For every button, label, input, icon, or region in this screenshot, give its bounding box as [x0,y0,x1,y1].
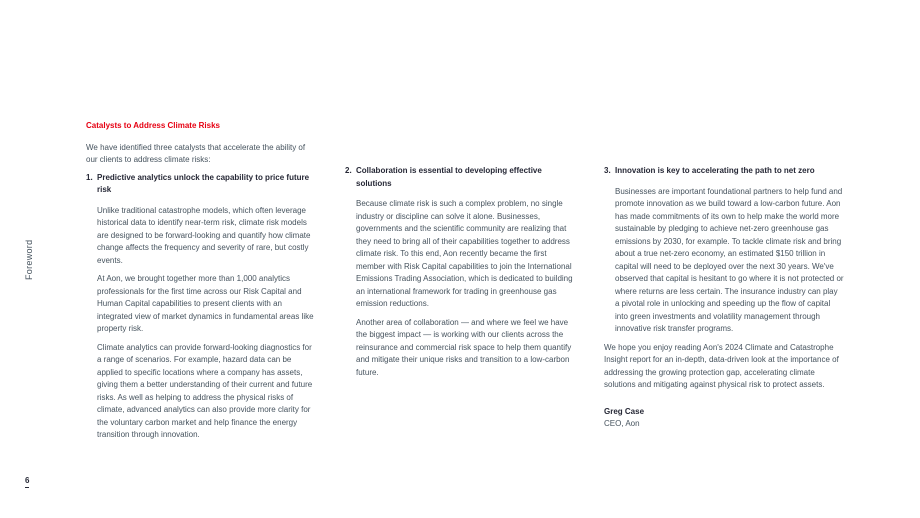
body-paragraph: At Aon, we brought together more than 1,000 analytics professionals for the first time across our Risk Capital and Human Capital capabilities to present clients with an integrated view of market dynamics in fundamental areas like property risk. [97,274,314,333]
section-title: Catalysts to Address Climate Risks [86,121,220,130]
signature-title: CEO, Aon [604,419,640,428]
catalyst-title: Collaboration is essential to developing effective solutions [356,166,542,188]
page-number: 6 [25,476,29,488]
catalyst-number: 3. [604,166,611,175]
column-1 [86,120,318,448]
body-paragraph: Businesses are important foundational partners to help fund and promote innovation as we build toward a low-carbon future. Aon has made commitments of its own to help make the world more sustainable by pledging to achieve net-zero greenhouse gas emissions by 2030, for example. To tackle climate risk and bring about a true net-zero economy, an estimated $150 trillion in capital will need to be deployed over the next 30 years. We've observed that capital is hesitant to go where it is not protected or where returns are less certain. The insurance industry can play a pivotal role in unlocking and speeding up the flow of capital into green investments and volatility management through innovative risk transfer programs. [615,186,844,333]
closing-paragraph: We hope you enjoy reading Aon's 2024 Climate and Catastrophe Insight report for an in-depth, data-driven look at the importance of addressing the growing protection gap, accelerating climate solutions and mitigating against physical risk to protect assets. [604,342,839,389]
body-paragraph: Another area of collaboration — and where we feel we have the biggest impact — is working with our clients across the reinsurance and commercial risk space to help them quantify and mitigate their unique risks and transition to a low-carbon future. [356,317,572,377]
column-2 [345,165,577,385]
catalyst-heading-3 [604,165,844,178]
catalyst-number: 1. [86,172,93,182]
catalyst-heading-1 [86,172,318,197]
catalyst-number: 2. [345,166,352,175]
column-3 [604,165,844,431]
catalyst-heading-2 [345,165,577,190]
body-paragraph: Because climate risk is such a complex problem, no single industry or discipline can solve it alone. Businesses, governments and the scientific community are realizing that they need to bring all of their capabilities together to address climate risk. To this end, Aon recently became the first member with Risk Capital capabilities to join the International Emissions Trading Association, which is dedicated to building an international framework for trading in greenhouse gas emission reductions. [356,199,573,308]
catalyst-title: Innovation is key to accelerating the path to net zero [615,166,815,175]
body-paragraph: Climate analytics can provide forward-looking diagnostics for a range of scenarios. For example, hazard data can be applied to specific locations where a company has assets, giving them a better understanding of their current and future risks. As well as helping to address the physical risks of climate, advanced analytics can also provide more clarity for the voluntary carbon market and help finance the energy transition through innovation. [97,342,313,439]
section-side-label: Foreword [24,239,34,280]
catalyst-title: Predictive analytics unlock the capability to price future risk [97,172,310,194]
signature-name: Greg Case [604,406,645,416]
intro-paragraph: We have identified three catalysts that accelerate the ability of our clients to address climate risks: [86,142,306,164]
body-paragraph: Unlike traditional catastrophe models, which often leverage historical data to identify near-term risk, climate risk models are designed to be forward-looking and quantify how climate change affects the frequency and severity of rare, but costly events. [97,205,311,265]
